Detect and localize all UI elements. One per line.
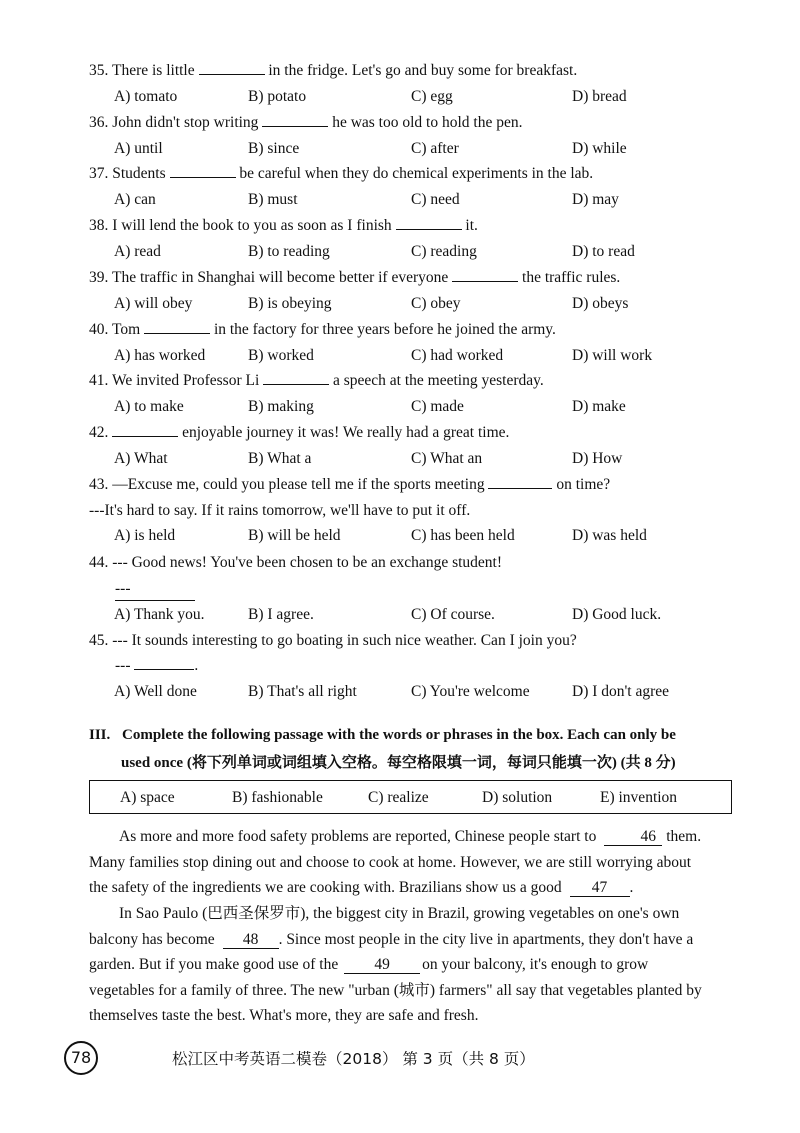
answer-option[interactable]: A) will obey [114,295,193,312]
passage-line: vegetables for a family of three. The new "urban (城市) farmers" all say that vegetables planted by [89,981,702,999]
answer-blank[interactable] [199,62,265,75]
answer-option[interactable]: D) may [572,191,619,208]
question-text: --- Good news! You've been chosen to be an exchange student! [112,554,503,571]
question-text: Tom [111,321,141,338]
question-43 [89,476,610,494]
answer-option[interactable]: A) Well done [114,683,197,700]
word-box [89,780,732,814]
answer-option[interactable]: A) Thank you. [114,606,205,623]
answer-option[interactable]: A) to make [114,398,184,415]
answer-blank[interactable] [396,217,462,230]
text: balcony has become [89,930,215,948]
answer-option[interactable]: A) can [114,191,156,208]
answer-option[interactable]: C) has been held [411,527,515,544]
answer-option[interactable]: A) is held [114,527,176,544]
answer-option[interactable]: B) will be held [248,527,341,544]
blank-47[interactable]: 47 [570,880,630,897]
question-text: in the factory for three years before he joined the army. [213,321,556,338]
question-text: be careful when they do chemical experiments in the lab. [239,165,594,182]
dash-prefix: --- [115,657,131,674]
word-option-a: A) space [120,789,175,806]
word-option-c: C) realize [368,789,429,806]
question-number: 45. [89,632,109,649]
answer-option[interactable]: B) worked [248,347,314,364]
answer-option[interactable]: A) has worked [114,347,206,364]
passage-line: In Sao Paulo (巴西圣保罗市), the biggest city in Brazil, growing vegetables on one's own [119,905,680,922]
question-text: We invited Professor Li [111,372,260,389]
question-45-reply [115,657,198,675]
text: As more and more food safety problems are reported, Chinese people start to [119,828,597,845]
passage-paragraph-2 [89,901,734,1029]
question-42 [89,424,509,442]
answer-option[interactable]: A) tomato [114,88,178,105]
answer-option[interactable]: D) bread [572,88,627,105]
answer-option[interactable]: C) What an [411,450,483,467]
passage-line: Many families stop dining out and choose to cook at home. However, we are still worrying about [89,853,692,871]
answer-option[interactable]: D) make [572,398,626,415]
answer-option[interactable]: C) had worked [411,347,504,364]
page-footer [60,1041,740,1075]
question-text: The traffic in Shanghai will become better if everyone [111,269,449,286]
answer-option[interactable]: C) need [411,191,460,208]
question-number: 41. [89,372,109,389]
question-43-reply: ---It's hard to say. If it rains tomorrow, we'll have to put it off. [89,502,471,519]
answer-option[interactable]: D) I don't agree [572,683,670,700]
answer-option[interactable]: C) egg [411,88,453,105]
answer-blank[interactable] [112,424,178,437]
question-text: in the fridge. Let's go and buy some for breakfast. [268,62,578,79]
passage-line [89,952,734,978]
question-text: a speech at the meeting yesterday. [333,372,544,389]
question-37 [89,165,593,183]
question-text: on time? [556,476,611,493]
question-44 [89,554,502,572]
answer-option[interactable]: B) to reading [248,243,330,260]
question-text: John didn't stop writing [112,114,259,131]
text: . [629,879,634,897]
section-3-heading [89,727,676,744]
answer-option[interactable]: D) was held [572,527,647,544]
word-option-b: B) fashionable [232,789,323,806]
question-text: enjoyable journey it was! We really had a great time. [182,424,510,441]
word-option-d: D) solution [482,789,553,806]
question-text: it. [465,217,478,234]
answer-option[interactable]: B) since [248,140,300,157]
passage-line [89,927,734,953]
question-text: I will lend the book to you as soon as I finish [112,217,392,234]
period: . [194,657,199,674]
answer-option[interactable]: C) You're welcome [411,683,530,700]
question-38 [89,217,478,235]
answer-option[interactable]: B) What a [248,450,312,467]
question-39 [89,269,620,287]
answer-option[interactable]: D) obeys [572,295,629,312]
answer-option[interactable]: B) That's all right [248,683,357,700]
blank-48[interactable]: 48 [223,932,279,949]
passage-line [89,875,734,901]
answer-option[interactable]: D) How [572,450,623,467]
section-instruction-line1: Complete the following passage with the words or phrases in the box. Each can only be [122,727,676,743]
question-36 [89,114,522,132]
question-number: 44. [89,554,109,571]
answer-option[interactable]: D) to read [572,243,635,260]
text: garden. But if you make good use of the [89,956,339,974]
blank-46[interactable]: 46 [604,829,662,846]
question-text: Students [112,165,166,182]
dash-prefix: --- [115,580,131,597]
text: them. [666,828,702,845]
question-text: There is little [111,62,195,79]
answer-option[interactable]: C) obey [411,295,461,312]
footer-text: 松江区中考英语二模卷（2018） 第 3 页（共 8 页） [172,1050,535,1068]
passage-line: themselves taste the best. What's more, they are safe and fresh. [89,1007,479,1025]
question-text: he was too old to hold the pen. [332,114,523,131]
blank-49[interactable]: 49 [344,957,420,974]
answer-blank[interactable] [170,165,236,178]
answer-option[interactable]: C) reading [411,243,477,260]
question-number: 42. [89,424,109,441]
answer-option[interactable]: B) I agree. [248,606,314,623]
answer-option[interactable]: A) What [114,450,168,467]
answer-option[interactable]: B) is obeying [248,295,332,312]
text: . Since most people in the city live in apartments, they don't have a [278,930,694,948]
answer-option[interactable]: C) after [411,140,459,157]
section-number: III. [89,727,111,743]
question-number: 43. [89,476,109,493]
answer-blank[interactable] [134,657,194,670]
question-35 [89,62,577,80]
answer-option[interactable]: C) made [411,398,464,415]
answer-blank[interactable] [144,321,210,334]
answer-blank[interactable] [452,269,518,282]
answer-option[interactable]: A) read [114,243,161,260]
question-40 [89,321,556,339]
question-text: the traffic rules. [522,269,621,286]
word-option-e: E) invention [600,789,678,806]
question-number: 36. [89,114,109,131]
passage-line [89,824,734,850]
question-41 [89,372,544,390]
question-number: 38. [89,217,109,234]
answer-option[interactable]: C) Of course. [411,606,495,623]
section-3-instruction-line2: used once (将下列单词或词组填入空格。每空格限填一词，每词只能填一次) (共 8 分) [121,755,676,771]
answer-blank[interactable] [488,476,552,489]
text: on your balcony, it's enough to grow [422,956,649,974]
answer-option[interactable]: B) making [248,398,314,415]
answer-option[interactable]: D) will work [572,347,653,364]
answer-option[interactable]: D) while [572,140,627,157]
question-45 [89,632,577,650]
question-text: —Excuse me, could you please tell me if the sports meeting [112,476,485,493]
answer-blank[interactable] [262,114,328,127]
question-number: 35. [89,62,109,79]
question-text: --- It sounds interesting to go boating in such nice weather. Can I join you? [112,632,577,649]
passage-paragraph-1 [89,824,734,901]
question-number: 40. [89,321,109,338]
answer-option[interactable]: A) until [114,140,163,157]
answer-option[interactable]: B) potato [248,88,307,105]
question-number: 39. [89,269,109,286]
answer-option[interactable]: B) must [248,191,298,208]
question-number: 37. [89,165,109,182]
text: the safety of the ingredients we are cooking with. Brazilians show us a good [89,879,562,897]
answer-blank[interactable] [115,588,195,601]
page-badge: 78 [64,1041,98,1075]
answer-blank[interactable] [263,372,329,385]
answer-option[interactable]: D) Good luck. [572,606,662,623]
